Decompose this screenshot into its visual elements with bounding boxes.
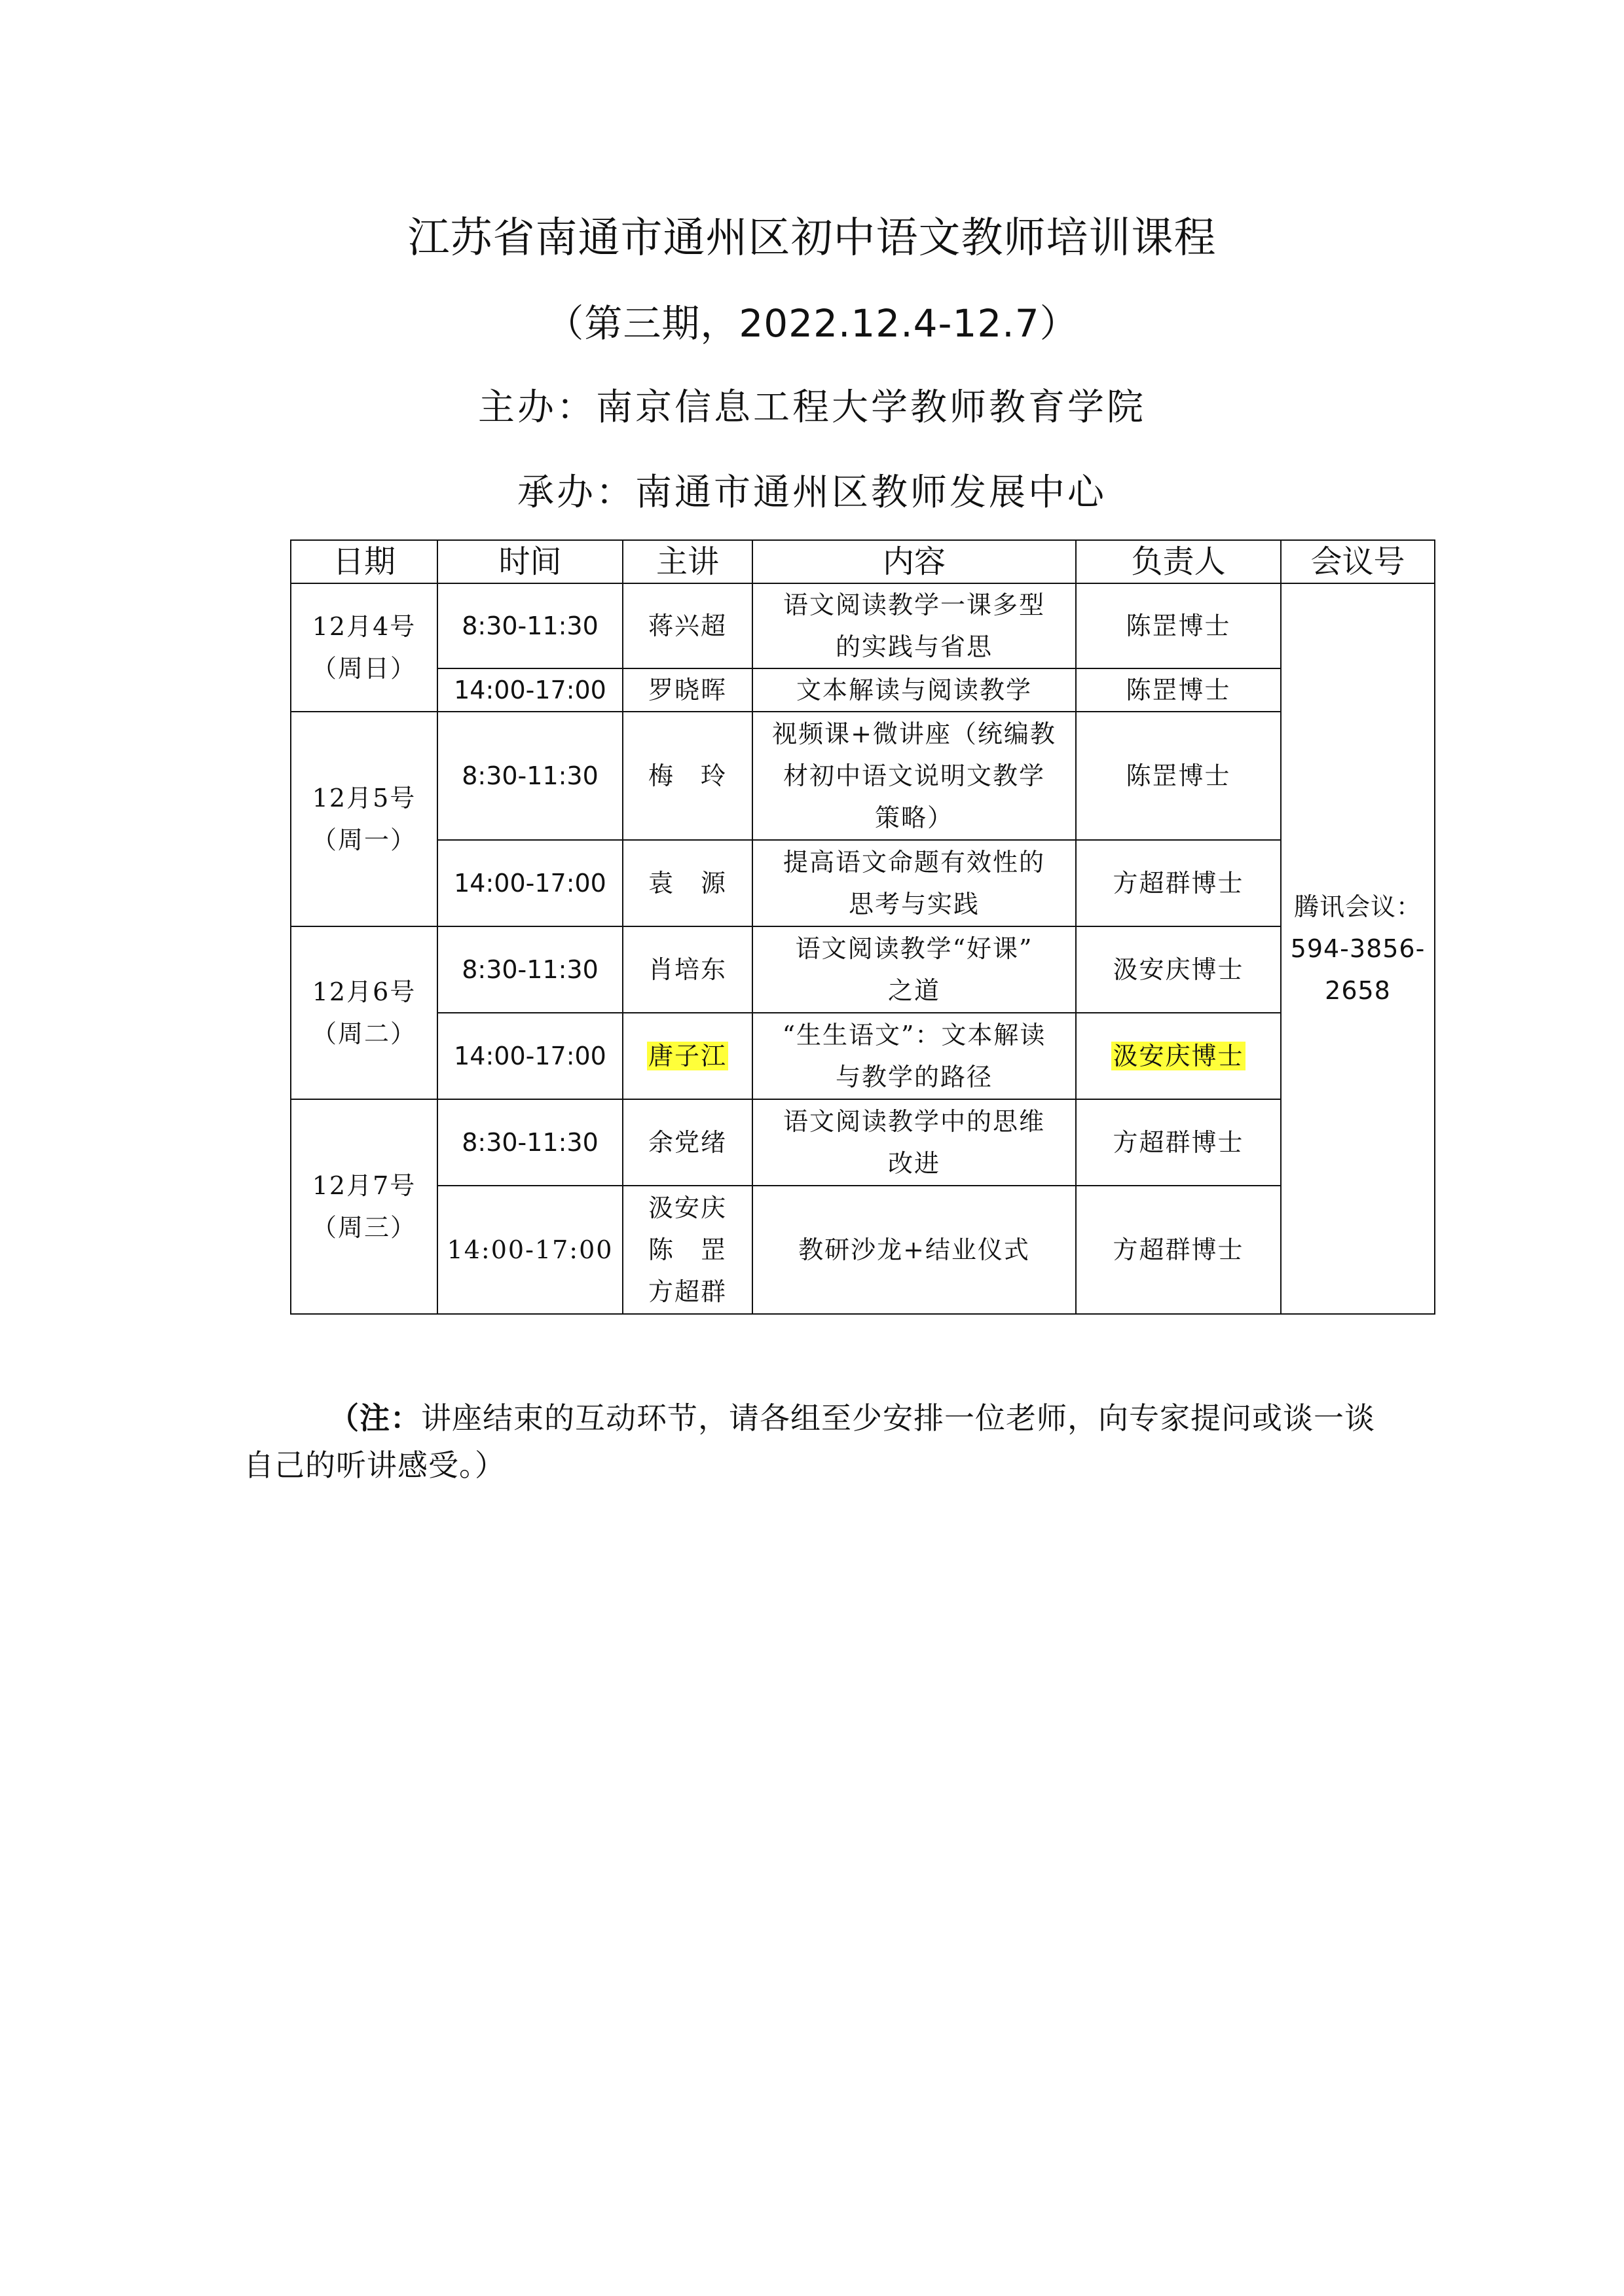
lecturer-cell: 罗晓晖 — [623, 668, 752, 712]
owner-highlighted: 汲安庆博士 — [1113, 1042, 1244, 1070]
content-line: 与教学的路径 — [835, 1063, 993, 1091]
lecturer-cell: 蒋兴超 — [623, 583, 752, 668]
date-label: 12月7号 — [312, 1171, 416, 1200]
date-cell — [291, 583, 437, 712]
content-line: 语文阅读教学一课多型 — [783, 591, 1045, 619]
footnote — [244, 1394, 1390, 1489]
lecturer-highlighted: 唐子江 — [648, 1042, 727, 1070]
owner-cell: 陈罡博士 — [1076, 712, 1281, 840]
weekday-label: （周三） — [311, 1213, 416, 1242]
content-line: 语文阅读教学“好课” — [795, 934, 1033, 963]
lecturer-cell: 梅 玲 — [623, 712, 752, 840]
date-cell — [291, 926, 437, 1099]
meeting-cell — [1281, 583, 1435, 1314]
table-row — [291, 1013, 1435, 1099]
lecturer-line: 方超群 — [648, 1277, 727, 1306]
content-line: 语文阅读教学中的思维 — [783, 1107, 1045, 1136]
owner-cell: 方超群博士 — [1076, 840, 1281, 926]
document-host: 主办：南京信息工程大学教师教育学院 — [478, 386, 1146, 429]
owner-cell: 方超群博士 — [1076, 1099, 1281, 1186]
weekday-label: （周一） — [311, 826, 416, 854]
table-row — [291, 668, 1435, 712]
content-cell — [752, 583, 1076, 668]
header-owner: 负责人 — [1076, 540, 1281, 583]
header-date: 日期 — [291, 540, 437, 583]
table-header-row — [291, 540, 1435, 583]
owner-cell — [1076, 1013, 1281, 1099]
date-label: 12月5号 — [312, 784, 416, 812]
time-cell: 14:00-17:00 — [437, 840, 623, 926]
table-row — [291, 583, 1435, 668]
date-cell — [291, 1099, 437, 1314]
content-line: 的实践与省思 — [835, 632, 993, 661]
meeting-label: 腾讯会议： — [1293, 892, 1422, 921]
schedule-table — [290, 539, 1435, 1315]
content-cell — [752, 668, 1076, 712]
content-cell — [752, 840, 1076, 926]
time-cell: 8:30-11:30 — [437, 583, 623, 668]
content-cell — [752, 1099, 1076, 1186]
header-lecturer: 主讲 — [623, 540, 752, 583]
table-row — [291, 1099, 1435, 1186]
content-cell — [752, 1013, 1076, 1099]
content-cell — [752, 1186, 1076, 1314]
content-line: 改进 — [887, 1149, 940, 1178]
lecturer-cell: 余党绪 — [623, 1099, 752, 1186]
owner-cell: 汲安庆博士 — [1076, 926, 1281, 1013]
note-text: 讲座结束的互动环节，请各组至少安排一位老师，向专家提问或谈一谈自己的听讲感受。） — [244, 1400, 1375, 1483]
table-row — [291, 926, 1435, 1013]
date-label: 12月6号 — [312, 977, 416, 1006]
meeting-number-part1: 594-3856- — [1290, 934, 1426, 963]
content-cell — [752, 926, 1076, 1013]
content-line: 文本解读与阅读教学 — [796, 676, 1032, 704]
content-line: “生生语文”：文本解读 — [782, 1021, 1046, 1049]
content-line: 材初中语文说明文教学 — [783, 761, 1045, 790]
date-cell — [291, 712, 437, 926]
lecturer-cell: 肖培东 — [623, 926, 752, 1013]
content-line: 策略） — [874, 803, 953, 832]
content-line: 教研沙龙+结业仪式 — [798, 1235, 1030, 1264]
lecturer-line: 汲安庆 — [648, 1194, 727, 1222]
owner-cell: 方超群博士 — [1076, 1186, 1281, 1314]
header-meeting: 会议号 — [1281, 540, 1435, 583]
meeting-number-part2: 2658 — [1325, 976, 1391, 1005]
table-row — [291, 1186, 1435, 1314]
time-cell: 8:30-11:30 — [437, 712, 623, 840]
header-content: 内容 — [752, 540, 1076, 583]
lecturer-cell: 袁 源 — [623, 840, 752, 926]
weekday-label: （周二） — [311, 1019, 416, 1048]
lecturer-line: 陈 罡 — [648, 1235, 727, 1264]
weekday-label: （周日） — [311, 654, 416, 683]
content-line: 思考与实践 — [848, 890, 980, 919]
table-row — [291, 840, 1435, 926]
time-cell: 14:00-17:00 — [437, 1013, 623, 1099]
lecturer-cell — [623, 1013, 752, 1099]
time-cell: 8:30-11:30 — [437, 1099, 623, 1186]
header-time: 时间 — [437, 540, 623, 583]
time-cell: 14:00-17:00 — [437, 1186, 623, 1314]
owner-cell: 陈罡博士 — [1076, 668, 1281, 712]
content-cell — [752, 712, 1076, 840]
time-cell: 14:00-17:00 — [437, 668, 623, 712]
note-label: （注： — [329, 1400, 421, 1436]
table-row — [291, 712, 1435, 840]
time-cell: 8:30-11:30 — [437, 926, 623, 1013]
owner-cell: 陈罡博士 — [1076, 583, 1281, 668]
content-line: 之道 — [887, 976, 940, 1005]
document-period: （第三期，2022.12.4-12.7） — [545, 301, 1079, 346]
document-organizer: 承办：南通市通州区教师发展中心 — [517, 471, 1107, 514]
document-title: 江苏省南通市通州区初中语文教师培训课程 — [407, 214, 1217, 263]
content-line: 提高语文命题有效性的 — [783, 848, 1045, 877]
content-line: 视频课+微讲座（统编教 — [772, 720, 1056, 748]
date-label: 12月4号 — [312, 612, 416, 641]
lecturer-cell — [623, 1186, 752, 1314]
